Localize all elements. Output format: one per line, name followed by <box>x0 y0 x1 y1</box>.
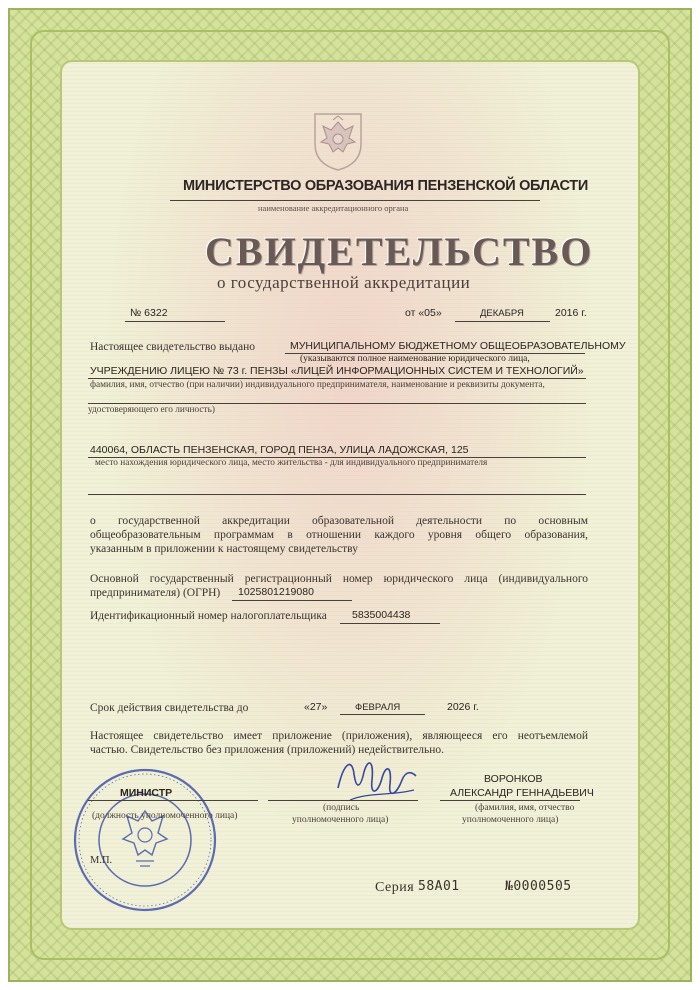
appendix-line2: частью. Свидетельство без приложения (приложений) недействительно. <box>90 744 445 756</box>
serial-series: 58А01 <box>418 879 460 894</box>
stamp-placeholder-mp: М.П. <box>90 855 113 866</box>
certificate-title: СВИДЕТЕЛЬСТВО <box>205 229 594 274</box>
issued-caption1: (указываются полное наименование юридического лица, <box>300 354 530 364</box>
accreditation-line1: о государственной аккредитации образовательной деятельности по основным <box>90 515 588 527</box>
accreditation-line2: общеобразовательным программам в отношении каждого уровня общего образования, <box>90 529 588 541</box>
validity-year: 2026 г. <box>447 701 479 713</box>
name-caption2: уполномоченного лица) <box>462 815 559 825</box>
accreditation-line3: указанным в приложении к настоящему свидетельству <box>90 543 358 555</box>
position-caption: (должность уполномоченного лица) <box>92 811 238 821</box>
signer-surname: ВОРОНКОВ <box>484 773 543 785</box>
issued-underline3 <box>88 403 586 404</box>
issue-date-year: 2016 г. <box>555 307 587 319</box>
address-value: 440064, ОБЛАСТЬ ПЕНЗЕНСКАЯ, ГОРОД ПЕНЗА, УЛИЦА ЛАДОЖСКАЯ, 125 <box>90 444 469 456</box>
coat-of-arms-icon <box>309 108 367 172</box>
issued-caption3: удостоверяющего его личность) <box>88 405 215 415</box>
number-underline <box>125 321 225 322</box>
issued-value-line1: МУНИЦИПАЛЬНОМУ БЮДЖЕТНОМУ ОБЩЕОБРАЗОВАТЕЛЬНОМУ <box>290 340 626 352</box>
appendix-line1: Настоящее свидетельство имеет приложение (приложения), являющееся его неотъемлемой <box>90 730 588 742</box>
certificate-subtitle: о государственной аккредитации <box>217 273 471 292</box>
validity-label: Срок действия свидетельства до <box>90 702 249 714</box>
issued-underline2 <box>88 378 586 379</box>
validity-day: «27» <box>304 701 328 713</box>
serial-number: №0000505 <box>505 879 572 894</box>
issue-date-day: от «05» <box>405 307 442 319</box>
signer-position: МИНИСТР <box>120 787 173 799</box>
inn-underline <box>340 623 440 624</box>
issued-value-line2: УЧРЕЖДЕНИЮ ЛИЦЕЮ № 73 г. ПЕНЗЫ «ЛИЦЕЙ ИНФОРМАЦИОННЫХ СИСТЕМ И ТЕХНОЛОГИЙ» <box>90 365 584 377</box>
signature-caption2: уполномоченного лица) <box>292 815 389 825</box>
validity-month-underline <box>340 714 425 715</box>
ministry-caption: наименование аккредитационного органа <box>258 203 409 213</box>
ogrn-underline <box>232 600 352 601</box>
address-caption: место нахождения юридического лица, место жительства - для индивидуального предпринимателя <box>95 458 488 468</box>
issue-date-month: ДЕКАБРЯ <box>480 308 524 319</box>
name-underline <box>440 800 580 801</box>
signature-underline <box>268 800 418 801</box>
validity-month: ФЕВРАЛЯ <box>355 702 401 713</box>
address-underline2 <box>88 494 586 495</box>
position-underline <box>88 800 258 801</box>
ogrn-line1: Основной государственный регистрационный номер юридического лица (индивидуального <box>90 573 588 585</box>
ministry-name: МИНИСТЕРСТВО ОБРАЗОВАНИЯ ПЕНЗЕНСКОЙ ОБЛАСТИ <box>183 178 588 194</box>
inn-value: 5835004438 <box>352 609 411 621</box>
certificate-number: № 6322 <box>130 307 168 319</box>
issued-label: Настоящее свидетельство выдано <box>90 341 256 353</box>
serial-label: Серия <box>375 880 415 895</box>
ogrn-label: предпринимателя) (ОГРН) <box>90 587 221 599</box>
ogrn-value: 1025801219080 <box>238 586 314 598</box>
signature-caption1: (подпись <box>323 803 360 813</box>
name-caption1: (фамилия, имя, отчество <box>475 803 575 813</box>
inn-label: Идентификационный номер налогоплательщика <box>90 610 327 622</box>
issued-caption2: фамилия, имя, отчество (при наличии) индивидуального предпринимателя, наименование и реквизиты документа, <box>90 380 545 390</box>
month-underline <box>455 321 550 322</box>
ministry-underline <box>170 200 540 201</box>
signer-name: АЛЕКСАНДР ГЕННАДЬЕВИЧ <box>450 787 594 799</box>
signature-icon <box>330 750 420 810</box>
